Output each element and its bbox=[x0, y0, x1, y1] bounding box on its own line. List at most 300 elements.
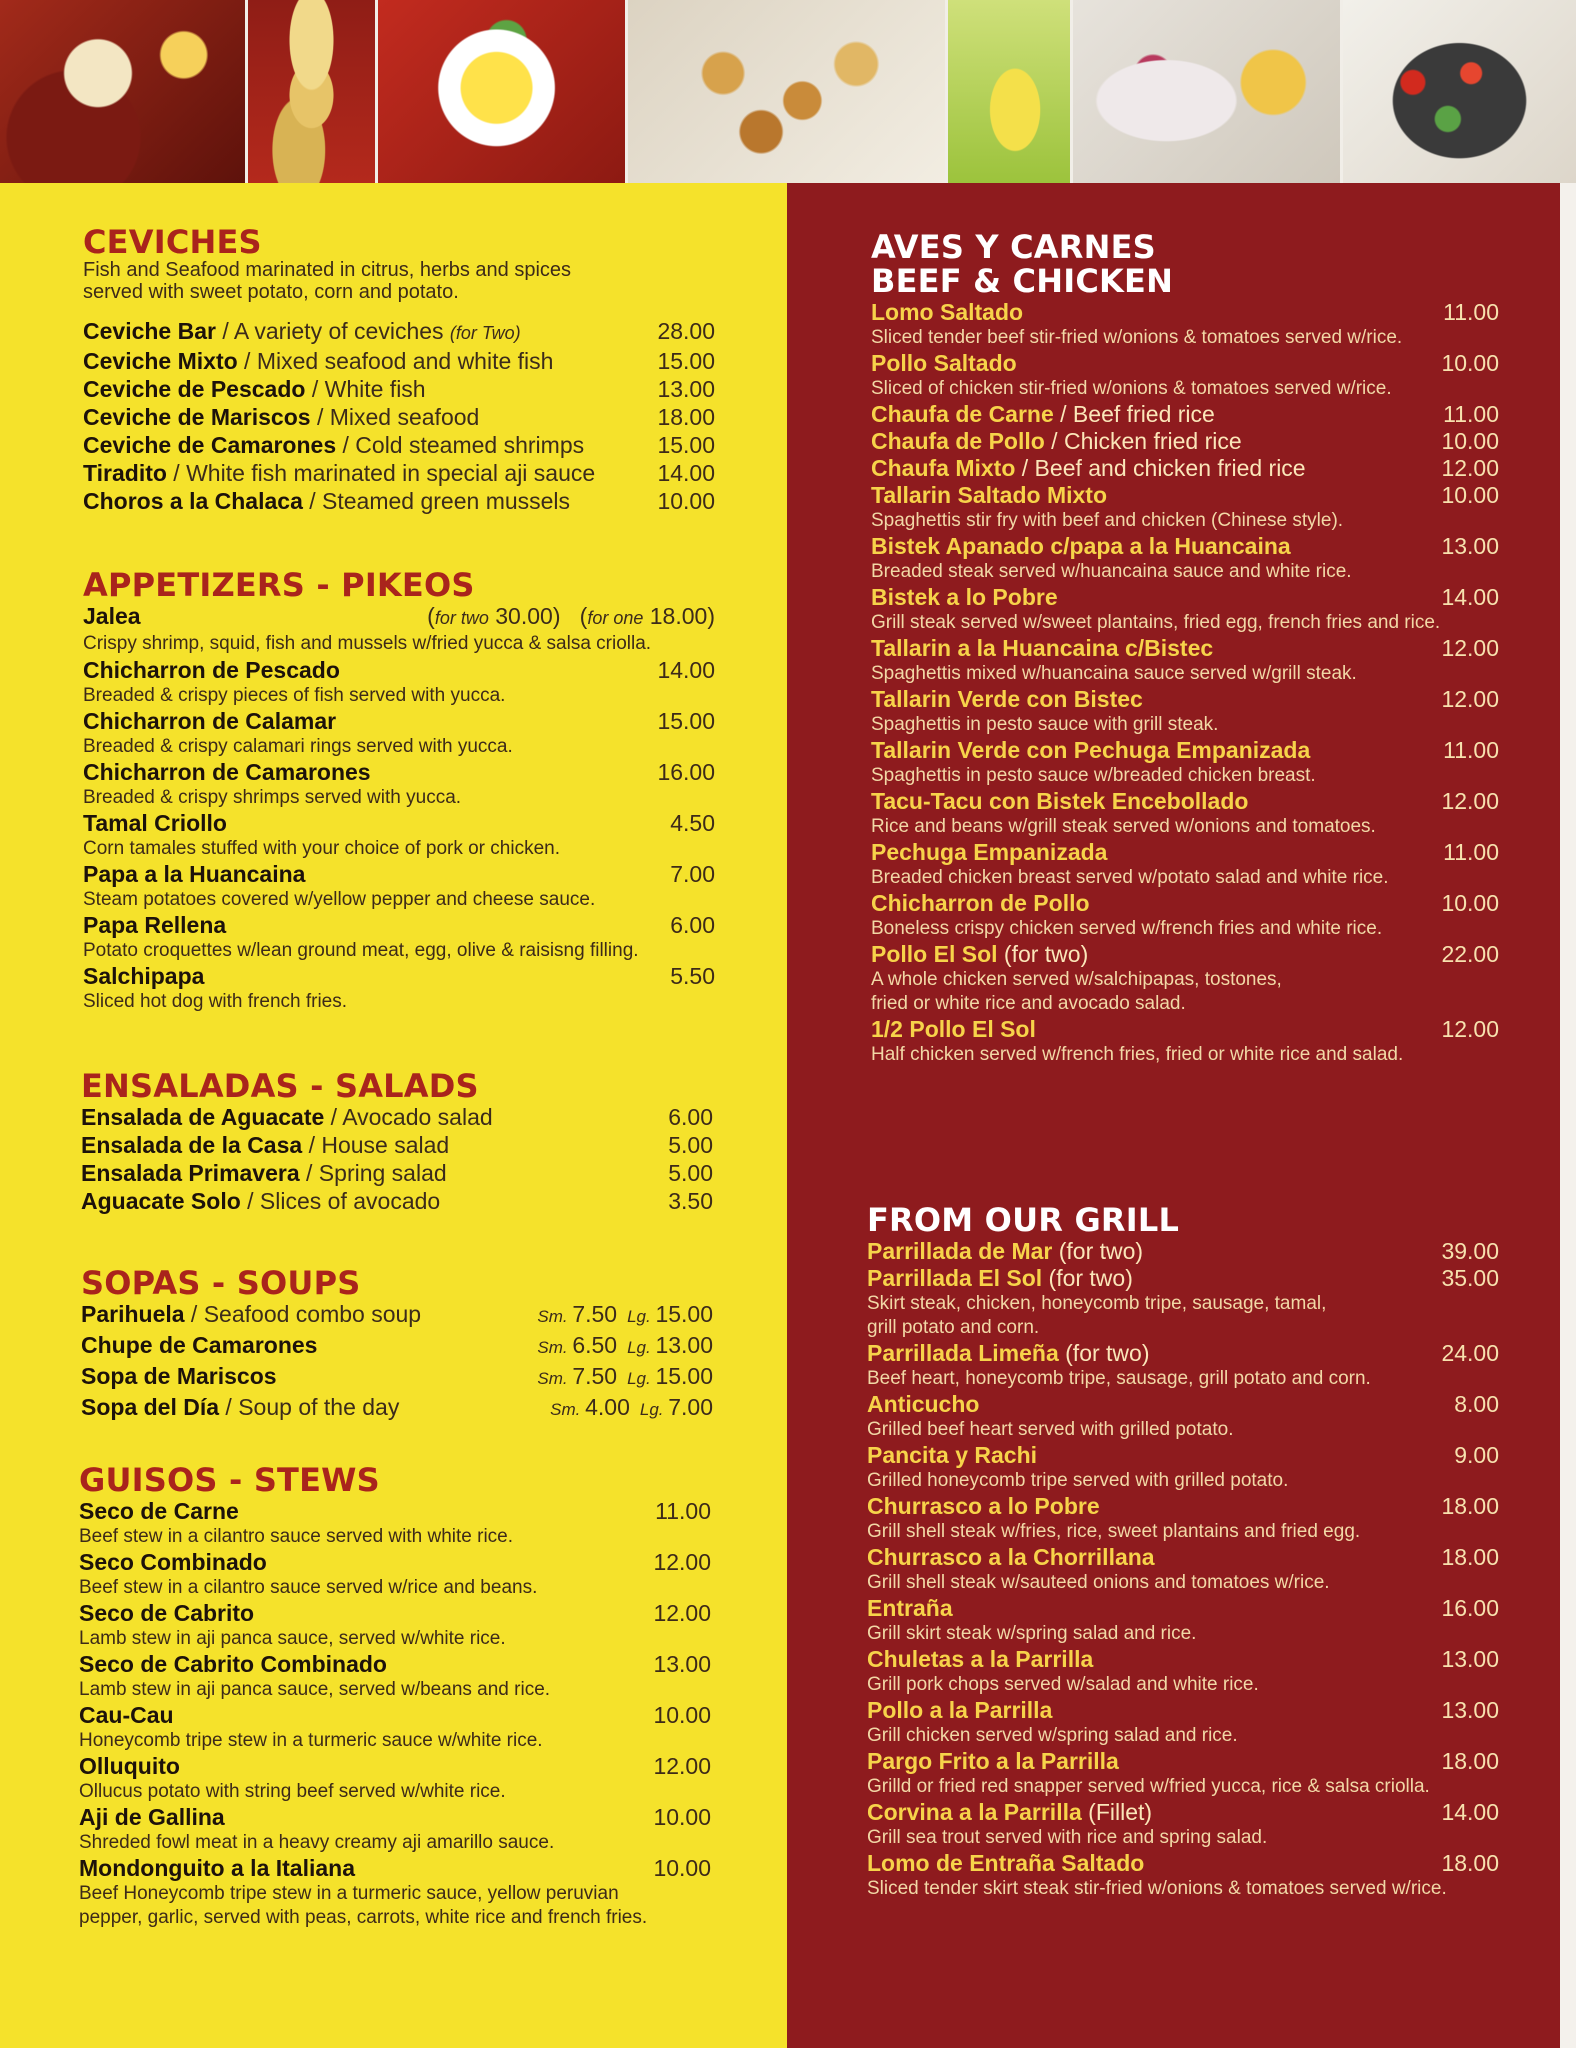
item-description: Sliced tender beef stir-fried w/onions & tomatoes served w/rice. bbox=[871, 327, 1403, 348]
menu-item bbox=[83, 317, 715, 347]
item-name: Aji de Gallina bbox=[79, 1804, 225, 1830]
menu-item-row bbox=[867, 1492, 1499, 1520]
small-price bbox=[537, 1300, 617, 1331]
item-title bbox=[867, 1594, 953, 1622]
item-subtitle: / Spring salad bbox=[299, 1160, 447, 1186]
item-price: 12.00 bbox=[1441, 686, 1499, 712]
menu-item-row bbox=[83, 375, 715, 403]
menu-item bbox=[79, 1854, 711, 1930]
section-title: GUISOS - STEWS bbox=[79, 1461, 380, 1499]
price-value: 7.00 bbox=[668, 1394, 713, 1420]
menu-item-row bbox=[871, 532, 1499, 560]
item-title bbox=[79, 1548, 267, 1576]
menu-item-row bbox=[83, 656, 715, 684]
item-subtitle: / House salad bbox=[302, 1132, 450, 1158]
menu-item bbox=[83, 962, 715, 1014]
item-description: Breaded steak served w/huancaina sauce and white rice. bbox=[871, 561, 1352, 582]
item-subtitle: / Avocado salad bbox=[324, 1104, 493, 1130]
menu-item-row bbox=[867, 1645, 1499, 1673]
size-label: Lg. bbox=[627, 1369, 656, 1388]
item-description: Beef stew in a cilantro sauce served w/rice and beans. bbox=[79, 1577, 538, 1598]
size-label: Lg. bbox=[627, 1307, 656, 1326]
item-name: Pargo Frito a la Parrilla bbox=[867, 1748, 1119, 1774]
item-description: Sliced of chicken stir-fried w/onions & tomatoes served w/rice. bbox=[871, 378, 1392, 399]
item-price: 12.00 bbox=[653, 1753, 711, 1779]
item-description: Corn tamales stuffed with your choice of pork or chicken. bbox=[83, 838, 560, 859]
item-price: 7.00 bbox=[670, 861, 715, 887]
menu-item-row bbox=[81, 1362, 713, 1393]
menu-item bbox=[867, 1594, 1499, 1646]
small-price bbox=[537, 1362, 617, 1393]
menu-item bbox=[83, 375, 715, 403]
menu-item-row bbox=[83, 431, 715, 459]
item-price: 11.00 bbox=[1443, 737, 1499, 763]
item-name: Parrillada Limeña bbox=[867, 1340, 1059, 1366]
item-price: 12.00 bbox=[653, 1549, 711, 1575]
menu-item-row bbox=[83, 317, 715, 347]
item-price: 15.00 bbox=[657, 432, 715, 458]
item-name: Choros a la Chalaca bbox=[83, 488, 303, 514]
item-title bbox=[81, 1362, 277, 1390]
menu-item-row bbox=[83, 459, 715, 487]
soup-prices bbox=[537, 1331, 713, 1362]
item-name: Papa a la Huancaina bbox=[83, 861, 306, 887]
menu-item-row bbox=[81, 1187, 713, 1215]
price-value: 15.00 bbox=[655, 1363, 713, 1389]
menu-item-row bbox=[81, 1131, 713, 1159]
photo-strip bbox=[0, 0, 1576, 183]
item-title bbox=[871, 1015, 1036, 1043]
item-price: 6.00 bbox=[670, 912, 715, 938]
item-title bbox=[871, 787, 1248, 815]
item-name: Chicharron de Pollo bbox=[871, 890, 1090, 916]
item-title bbox=[81, 1131, 449, 1159]
item-description: Grilled beef heart served with grilled potato. bbox=[867, 1419, 1234, 1440]
item-name: Pollo Saltado bbox=[871, 350, 1017, 376]
item-name: Ceviche Mixto bbox=[83, 348, 238, 374]
item-description: Steam potatoes covered w/yellow pepper and cheese sauce. bbox=[83, 889, 596, 910]
item-price: 10.00 bbox=[653, 1702, 711, 1728]
item-name: Ensalada de la Casa bbox=[81, 1132, 303, 1158]
item-price: 18.00 bbox=[1441, 1544, 1499, 1570]
item-subtitle: / White fish bbox=[305, 376, 426, 402]
menu-item-row bbox=[867, 1798, 1499, 1826]
menu-item bbox=[79, 1497, 711, 1549]
item-name: Tacu-Tacu con Bistek Encebollado bbox=[871, 788, 1249, 814]
item-title bbox=[871, 889, 1090, 917]
item-description: Potato croquettes w/lean ground meat, egg, olive & raisisng filling. bbox=[83, 940, 639, 961]
item-name: Lomo Saltado bbox=[871, 299, 1024, 325]
menu-list bbox=[81, 1103, 713, 1215]
item-title bbox=[83, 403, 479, 431]
item-description: Grilled honeycomb tripe served with grilled potato. bbox=[867, 1470, 1289, 1491]
lomo-saltado-photo bbox=[0, 0, 248, 183]
menu-item-row bbox=[867, 1849, 1499, 1877]
soups-section bbox=[81, 1266, 713, 1424]
item-title bbox=[867, 1747, 1119, 1775]
size-label: Lg. bbox=[627, 1338, 656, 1357]
item-name: Seco Combinado bbox=[79, 1549, 267, 1575]
item-description: Breaded & crispy calamari rings served with yucca. bbox=[83, 736, 513, 757]
item-price: 8.00 bbox=[1454, 1391, 1499, 1417]
item-subtitle: / A variety of ceviches bbox=[215, 318, 450, 344]
item-name: Tallarin Verde con Pechuga Empanizada bbox=[871, 737, 1311, 763]
item-title bbox=[867, 1237, 1143, 1265]
item-description: Boneless crispy chicken served w/french fries and white rice. bbox=[871, 918, 1383, 939]
large-price bbox=[627, 1300, 713, 1331]
item-name: Ensalada Primavera bbox=[81, 1160, 300, 1186]
item-description: Breaded & crispy pieces of fish served with yucca. bbox=[83, 685, 506, 706]
item-subtitle: / Beef fried rice bbox=[1053, 401, 1215, 427]
menu-item bbox=[867, 1696, 1499, 1748]
item-price: 18.00 bbox=[1441, 1493, 1499, 1519]
item-description: Sliced hot dog with french fries. bbox=[83, 991, 348, 1012]
soup-prices bbox=[537, 1300, 713, 1331]
item-price: 12.00 bbox=[1441, 635, 1499, 661]
menu-item bbox=[871, 298, 1499, 350]
item-title bbox=[81, 1159, 447, 1187]
section-title: AVES Y CARNES bbox=[871, 228, 1156, 266]
item-title bbox=[867, 1543, 1155, 1571]
menu-item bbox=[871, 685, 1499, 737]
item-title bbox=[79, 1497, 239, 1525]
menu-list bbox=[871, 298, 1499, 1067]
item-price: 11.00 bbox=[1443, 839, 1499, 865]
section-title: APPETIZERS - PIKEOS bbox=[83, 566, 475, 604]
item-title bbox=[83, 758, 371, 786]
item-name: Pancita y Rachi bbox=[867, 1442, 1038, 1468]
menu-item-row bbox=[867, 1390, 1499, 1418]
item-title bbox=[871, 532, 1291, 560]
item-name: Ceviche de Pescado bbox=[83, 376, 306, 402]
item-price: 13.00 bbox=[657, 376, 715, 402]
price-value: 15.00 bbox=[655, 1301, 713, 1327]
item-name: Churrasco a la Chorrillana bbox=[867, 1544, 1155, 1570]
item-title bbox=[871, 634, 1213, 662]
price-value: 13.00 bbox=[655, 1332, 713, 1358]
item-title bbox=[871, 349, 1017, 377]
menu-item bbox=[867, 1390, 1499, 1442]
item-name: Ceviche de Camarones bbox=[83, 432, 337, 458]
item-title bbox=[871, 736, 1310, 764]
menu-item bbox=[871, 454, 1499, 482]
menu-item bbox=[83, 347, 715, 375]
menu-item bbox=[83, 809, 715, 861]
item-note: (for Two) bbox=[449, 323, 521, 343]
choros-photo bbox=[1343, 0, 1576, 183]
menu-item-row bbox=[79, 1854, 711, 1882]
item-price: 28.00 bbox=[657, 318, 715, 344]
menu-item-row bbox=[871, 685, 1499, 713]
menu-item-row bbox=[79, 1497, 711, 1525]
item-title bbox=[81, 1103, 493, 1131]
menu-list bbox=[83, 317, 715, 515]
item-description: Beef Honeycomb tripe stew in a turmeric sauce, yellow peruvian bbox=[79, 1883, 619, 1904]
item-description: Spaghettis stir fry with beef and chicken (Chinese style). bbox=[871, 510, 1344, 531]
item-price: 14.00 bbox=[1441, 584, 1499, 610]
item-description: Lamb stew in aji panca sauce, served w/white rice. bbox=[79, 1628, 506, 1649]
salads-section bbox=[81, 1069, 713, 1215]
item-description: Grill shell steak w/sauteed onions and tomatoes w/rice. bbox=[867, 1572, 1330, 1593]
item-name: Aguacate Solo bbox=[81, 1188, 241, 1214]
menu-item bbox=[867, 1849, 1499, 1901]
menu-item-row bbox=[81, 1300, 713, 1331]
item-name: Tallarin Verde con Bistec bbox=[871, 686, 1143, 712]
item-name: Chicharron de Pescado bbox=[83, 657, 340, 683]
item-name: Sopa del Día bbox=[81, 1394, 220, 1420]
menu-item bbox=[871, 481, 1499, 533]
large-price bbox=[640, 1393, 713, 1424]
item-name: Chuletas a la Parrilla bbox=[867, 1646, 1094, 1672]
menu-item bbox=[83, 431, 715, 459]
item-price: 22.00 bbox=[1441, 941, 1499, 967]
item-price: 4.50 bbox=[670, 810, 715, 836]
item-title bbox=[81, 1300, 421, 1328]
item-description: Beef heart, honeycomb tripe, sausage, grill potato and corn. bbox=[867, 1368, 1371, 1389]
section-title: FROM OUR GRILL bbox=[867, 1201, 1180, 1239]
item-name: Chicharron de Camarones bbox=[83, 759, 371, 785]
menu-item bbox=[83, 487, 715, 515]
appetizers-section bbox=[83, 568, 715, 1013]
price-value: 7.50 bbox=[572, 1363, 618, 1389]
item-title bbox=[81, 1187, 440, 1215]
menu-item-row bbox=[83, 962, 715, 990]
item-name: Chicharron de Calamar bbox=[83, 708, 337, 734]
menu-item-row bbox=[83, 707, 715, 735]
section-intro: Fish and Seafood marinated in citrus, herbs and spices served with sweet potato, corn and potato. bbox=[83, 259, 572, 303]
item-subtitle: / Slices of avocado bbox=[240, 1188, 441, 1214]
item-description: Spaghettis mixed w/huancaina sauce served w/grill steak. bbox=[871, 663, 1357, 684]
item-title bbox=[81, 1331, 317, 1359]
item-description: Grilld or fried red snapper served w/fried yucca, rice & salsa criolla. bbox=[867, 1776, 1430, 1797]
menu-item-row bbox=[867, 1339, 1499, 1367]
menu-item-row bbox=[79, 1548, 711, 1576]
menu-item-row bbox=[871, 349, 1499, 377]
item-description: fried or white rice and avocado salad. bbox=[871, 993, 1186, 1014]
item-subtitle: / Chicken fried rice bbox=[1044, 428, 1242, 454]
item-price: 12.00 bbox=[1441, 455, 1499, 481]
item-description: Ollucus potato with string beef served w/white rice. bbox=[79, 1781, 506, 1802]
large-price bbox=[627, 1331, 713, 1362]
menu-item-row bbox=[79, 1803, 711, 1831]
item-name: Bistek Apanado c/papa a la Huancaina bbox=[871, 533, 1291, 559]
item-price: 15.00 bbox=[657, 348, 715, 374]
grill-section bbox=[867, 1203, 1499, 1900]
small-price bbox=[537, 1331, 617, 1362]
menu-item bbox=[83, 459, 715, 487]
item-price: 24.00 bbox=[1441, 1340, 1499, 1366]
menu-item bbox=[79, 1548, 711, 1600]
item-subtitle: (for two) bbox=[1042, 1265, 1133, 1291]
menu-item-row bbox=[871, 787, 1499, 815]
item-description: Grill pork chops served w/salad and white rice. bbox=[867, 1674, 1259, 1695]
item-title bbox=[867, 1441, 1037, 1469]
item-price: 11.00 bbox=[1443, 299, 1499, 325]
item-name: Pollo a la Parrilla bbox=[867, 1697, 1053, 1723]
size-label: Sm. bbox=[537, 1369, 573, 1388]
item-title bbox=[871, 583, 1058, 611]
item-title bbox=[867, 1339, 1149, 1367]
menu-item-row bbox=[867, 1441, 1499, 1469]
menu-item bbox=[867, 1798, 1499, 1850]
menu-item-row bbox=[81, 1393, 713, 1424]
menu-item-row bbox=[867, 1543, 1499, 1571]
menu-item bbox=[79, 1701, 711, 1753]
menu-item-row bbox=[867, 1264, 1499, 1292]
menu-item bbox=[871, 787, 1499, 839]
item-subtitle: (for two) bbox=[1058, 1340, 1150, 1366]
drink-photo bbox=[948, 0, 1073, 183]
item-title bbox=[871, 298, 1023, 326]
menu-item bbox=[867, 1339, 1499, 1391]
menu-item-row bbox=[871, 400, 1499, 428]
stews-section bbox=[79, 1463, 711, 1929]
item-price: 10.00 bbox=[1441, 350, 1499, 376]
soup-prices bbox=[537, 1362, 713, 1393]
item-name: Chaufa de Carne bbox=[871, 401, 1054, 427]
menu-item bbox=[867, 1543, 1499, 1595]
item-name: Pechuga Empanizada bbox=[871, 839, 1108, 865]
item-price: 15.00 bbox=[657, 708, 715, 734]
item-description: Spaghettis in pesto sauce with grill steak. bbox=[871, 714, 1219, 735]
item-description: A whole chicken served w/salchipapas, tostones, bbox=[871, 969, 1282, 990]
item-price: 10.00 bbox=[657, 488, 715, 514]
item-price: 10.00 bbox=[653, 1804, 711, 1830]
price-value: 6.50 bbox=[572, 1332, 618, 1358]
menu-item bbox=[871, 427, 1499, 455]
item-price: 5.50 bbox=[670, 963, 715, 989]
item-title bbox=[83, 962, 204, 990]
item-title bbox=[83, 809, 227, 837]
menu-list bbox=[83, 656, 715, 1014]
item-price: 35.00 bbox=[1441, 1265, 1499, 1291]
jalea-photo bbox=[628, 0, 948, 183]
item-name: Chupe de Camarones bbox=[81, 1332, 318, 1358]
item-title bbox=[83, 375, 426, 403]
item-price: 11.00 bbox=[655, 1498, 711, 1524]
item-title bbox=[83, 347, 553, 375]
menu-item bbox=[871, 634, 1499, 686]
item-name: Tallarin a la Huancaina c/Bistec bbox=[871, 635, 1214, 661]
item-name: Ensalada de Aguacate bbox=[81, 1104, 325, 1130]
item-price: 10.00 bbox=[1441, 428, 1499, 454]
item-title bbox=[83, 656, 340, 684]
item-name: Parrillada El Sol bbox=[867, 1265, 1043, 1291]
small-price bbox=[550, 1393, 630, 1424]
item-description: Lamb stew in aji panca sauce, served w/beans and rice. bbox=[79, 1679, 551, 1700]
item-subtitle: / Seafood combo soup bbox=[184, 1301, 422, 1327]
menu-item-row bbox=[867, 1594, 1499, 1622]
item-description: Grill chicken served w/spring salad and rice. bbox=[867, 1725, 1238, 1746]
soup-prices bbox=[550, 1393, 713, 1424]
menu-item-row bbox=[867, 1696, 1499, 1724]
item-name: Sopa de Mariscos bbox=[81, 1363, 277, 1389]
item-subtitle: / Cold steamed shrimps bbox=[336, 432, 585, 458]
item-title bbox=[83, 860, 305, 888]
item-title bbox=[867, 1798, 1152, 1826]
item-price: 14.00 bbox=[657, 460, 715, 486]
menu-item bbox=[81, 1103, 713, 1131]
item-price: 9.00 bbox=[1454, 1442, 1499, 1468]
large-price bbox=[627, 1362, 713, 1393]
item-subtitle: / Soup of the day bbox=[219, 1394, 400, 1420]
size-label: Sm. bbox=[537, 1307, 573, 1326]
item-price: 13.00 bbox=[1441, 1646, 1499, 1672]
menu-item-row bbox=[83, 758, 715, 786]
menu-item bbox=[83, 656, 715, 708]
item-name: Chaufa de Pollo bbox=[871, 428, 1045, 454]
item-name: Seco de Cabrito Combinado bbox=[79, 1651, 387, 1677]
menu-item bbox=[871, 532, 1499, 584]
item-title bbox=[867, 1849, 1144, 1877]
item-description: Grill steak served w/sweet plantains, fried egg, french fries and rice. bbox=[871, 612, 1441, 633]
item-price: 16.00 bbox=[657, 759, 715, 785]
item-title bbox=[871, 400, 1215, 428]
left-menu-panel bbox=[0, 183, 787, 2048]
menu-item bbox=[79, 1650, 711, 1702]
menu-item-row bbox=[871, 1015, 1499, 1043]
item-title bbox=[83, 317, 521, 347]
item-description: Honeycomb tripe stew in a turmeric sauce w/white rice. bbox=[79, 1730, 543, 1751]
menu-item bbox=[81, 1159, 713, 1187]
item-title bbox=[871, 427, 1242, 455]
item-subtitle: (for two) bbox=[997, 941, 1089, 967]
menu-item-row bbox=[81, 1331, 713, 1362]
item-price: 13.00 bbox=[1441, 533, 1499, 559]
item-title bbox=[81, 1393, 399, 1421]
item-price: 13.00 bbox=[653, 1651, 711, 1677]
menu-item-row bbox=[867, 1237, 1499, 1265]
menu-list bbox=[81, 1300, 713, 1424]
menu-item bbox=[871, 889, 1499, 941]
price-value: 7.50 bbox=[572, 1301, 618, 1327]
menu-list bbox=[867, 1237, 1499, 1901]
menu-item-row bbox=[871, 427, 1499, 455]
menu-item-row bbox=[79, 1650, 711, 1678]
item-price: 14.00 bbox=[657, 657, 715, 683]
item-price: 12.00 bbox=[1441, 788, 1499, 814]
item-description: grill potato and corn. bbox=[867, 1317, 1040, 1338]
item-price: 11.00 bbox=[1443, 401, 1499, 427]
item-price: 13.00 bbox=[1441, 1697, 1499, 1723]
menu-item bbox=[871, 400, 1499, 428]
item-price: 16.00 bbox=[1441, 1595, 1499, 1621]
item-name: Churrasco a lo Pobre bbox=[867, 1493, 1100, 1519]
menu-item bbox=[867, 1645, 1499, 1697]
item-price: 10.00 bbox=[653, 1855, 711, 1881]
menu-item-row bbox=[871, 889, 1499, 917]
item-description: Grill sea trout served with rice and spring salad. bbox=[867, 1827, 1268, 1848]
item-description: Grill shell steak w/fries, rice, sweet plantains and fried egg. bbox=[867, 1521, 1361, 1542]
item-description: Spaghettis in pesto sauce w/breaded chicken breast. bbox=[871, 765, 1316, 786]
menu-item bbox=[867, 1492, 1499, 1544]
item-title bbox=[871, 838, 1107, 866]
item-price: 5.00 bbox=[668, 1160, 713, 1186]
menu-item bbox=[867, 1441, 1499, 1493]
section-subtitle: BEEF & CHICKEN bbox=[871, 262, 1174, 300]
item-subtitle: (for two) bbox=[1052, 1238, 1144, 1264]
item-description: Half chicken served w/french fries, fried or white rice and salad. bbox=[871, 1044, 1404, 1065]
item-name: Corvina a la Parrilla bbox=[867, 1799, 1082, 1825]
menu-item-row bbox=[81, 1103, 713, 1131]
right-menu-panel bbox=[787, 183, 1576, 2048]
item-description: Shreded fowl meat in a heavy creamy aji amarillo sauce. bbox=[79, 1832, 555, 1853]
item-title bbox=[79, 1650, 387, 1678]
item-title bbox=[83, 911, 226, 939]
menu-item bbox=[81, 1187, 713, 1215]
menu-item-row bbox=[83, 403, 715, 431]
item-name: 1/2 Pollo El Sol bbox=[871, 1016, 1036, 1042]
